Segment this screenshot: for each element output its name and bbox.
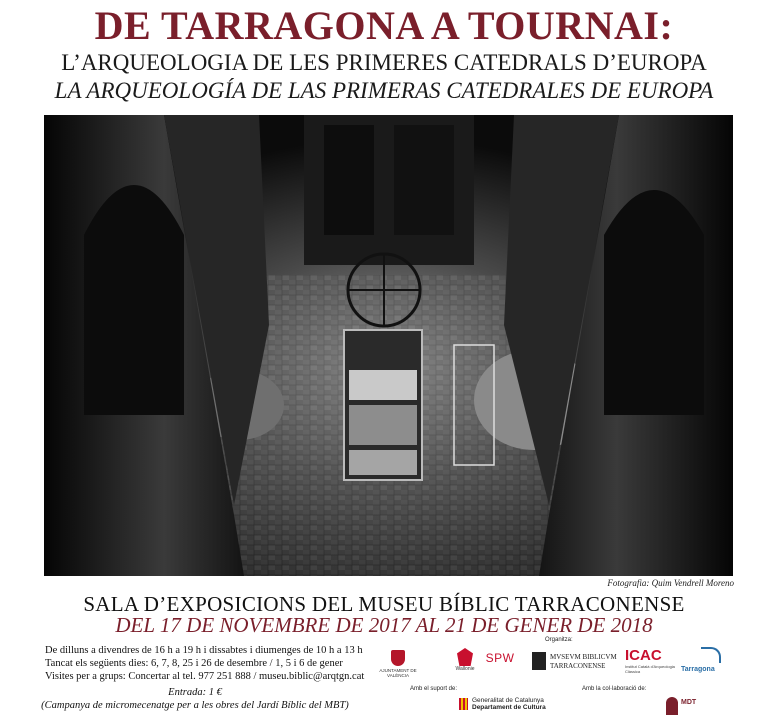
tarragona-logo [681, 647, 741, 673]
wallonie-logo [450, 648, 480, 672]
visiting-info [45, 644, 364, 683]
tarragona-logo-text: Tarragona [681, 666, 715, 673]
subtitle-spanish: LA ARQUEOLOGÍA DE LAS PRIMERAS CATEDRALES DE EUROPA [54, 78, 714, 103]
subtitle-catalan: L’ARQUEOLOGIA DE LES PRIMERES CATEDRALS D’EUROPA [61, 50, 707, 75]
suport-label: Amb el suport de: [410, 686, 458, 692]
gencat-logo-line2: Departament de Cultura [472, 704, 546, 711]
mbt-logo-line1: MVSEVM BIBLICVM [550, 653, 617, 661]
poster-title: DE TARRAGONA A TOURNAI: [94, 3, 674, 48]
gencat-logo-line1: Generalitat de Catalunya [472, 697, 544, 704]
photo-credit: Fotografia: Quim Vendrell Moreno [607, 578, 734, 588]
icac-logo [625, 647, 680, 674]
valencia-logo [372, 650, 424, 678]
group-visits: Visites per a grups: Concertar al tel. 977 251 888 / museu.biblic@arqtgn.cat [45, 671, 365, 682]
organitza-label: Organitza: [545, 637, 573, 643]
mdt-logo-text: MDT [681, 699, 697, 706]
closed-days: Tancat els següents dies: 6, 7, 8, 25 i 26 de desembre / 1, 5 i 6 de gener [45, 658, 343, 669]
wallonie-rooster-icon [457, 648, 473, 666]
opening-hours: De dilluns a divendres de 16 h a 19 h i dissabtes i diumenges de 10 h a 13 h [45, 645, 363, 656]
exhibition-venue: SALA D’EXPOSICIONS DEL MUSEU BÍBLIC TARRACONENSE [83, 592, 685, 616]
exhibition-dates: DEL 17 DE NOVEMBRE DE 2017 AL 21 DE GENER DE 2018 [115, 613, 653, 637]
wallonie-logo-text: Wallonie [455, 666, 475, 672]
tarragona-mark-icon [701, 647, 721, 663]
spw-logo-text: SPW [485, 651, 515, 665]
crowdfunding-note: (Campanya de micromecenatge per a les obres del Jardí Bíblic del MBT) [41, 700, 349, 711]
spw-logo [480, 651, 520, 665]
mbt-mark-icon [532, 652, 546, 670]
mdt-mark-icon [666, 697, 678, 715]
entry-price: Entrada: 1 € [168, 687, 222, 698]
mbt-logo-line2: TARRACONENSE [550, 662, 606, 670]
collaboracio-label: Amb la col·laboració de: [582, 686, 647, 692]
icac-logo-subtext: Institut Català d'Arqueologia Clàssica [625, 664, 675, 674]
cathedral-excavation-photo [44, 115, 733, 576]
valencia-logo-text: AJUNTAMENT DE VALÈNCIA [379, 668, 417, 678]
icac-logo-text: ICAC [625, 647, 662, 664]
cathedral-photo-illustration [44, 115, 733, 576]
valencia-crest-icon [391, 650, 405, 666]
senyera-icon [459, 698, 468, 710]
entry-info [0, 686, 390, 712]
